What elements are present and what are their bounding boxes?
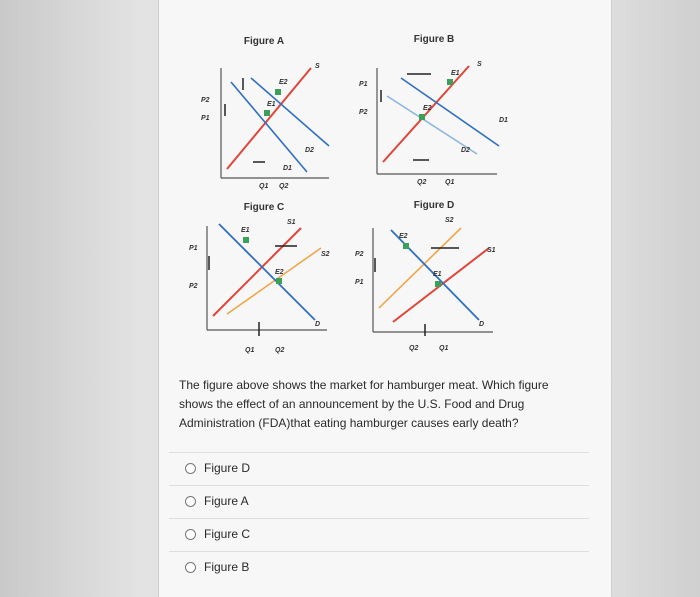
- supply-line-s: [383, 66, 469, 162]
- point-e1: [435, 281, 441, 287]
- label-e1: E1: [267, 101, 276, 108]
- figure-c-graph: [179, 198, 349, 358]
- label-q1: Q1: [445, 179, 455, 186]
- question-card: [158, 0, 612, 597]
- label-p1: P1: [359, 81, 368, 88]
- label-s1: S1: [287, 219, 296, 226]
- label-q1: Q1: [245, 347, 255, 354]
- point-e1: [264, 110, 270, 116]
- label-e2: E2: [399, 233, 408, 240]
- supply-line-s2: [379, 228, 461, 308]
- label-p2: P2: [355, 251, 364, 258]
- figure-a-graph: [179, 34, 349, 194]
- point-e2: [275, 89, 281, 95]
- demand-line-d2: [387, 96, 477, 154]
- label-d2: D2: [461, 147, 470, 154]
- label-e1: E1: [433, 271, 442, 278]
- option-figure-a[interactable]: [169, 485, 589, 516]
- label-q1: Q1: [439, 345, 449, 352]
- figure-c: [179, 198, 349, 358]
- label-s: S: [315, 63, 320, 70]
- label-p1: P1: [189, 245, 198, 252]
- label-p2: P2: [201, 97, 210, 104]
- point-e2: [403, 243, 409, 249]
- point-e2: [419, 114, 425, 120]
- demand-line-d1: [231, 82, 307, 172]
- figure-d-graph: [349, 196, 519, 356]
- label-q2: Q2: [409, 345, 419, 352]
- label-s2: S2: [321, 251, 330, 258]
- figure-b-title: Figure B: [413, 34, 455, 45]
- label-d2: D2: [305, 147, 314, 154]
- figure-c-title: Figure C: [243, 202, 285, 213]
- label-d: D: [479, 321, 485, 328]
- figure-b-graph: [349, 30, 519, 190]
- label-e1: E1: [241, 227, 250, 234]
- option-figure-b[interactable]: [169, 551, 589, 582]
- label-p1: P1: [201, 115, 210, 122]
- figure-a: [179, 34, 349, 194]
- supply-line-s2: [227, 248, 321, 314]
- label-s2: S2: [445, 217, 454, 224]
- label-q1: Q1: [259, 183, 269, 190]
- figure-d: [349, 196, 519, 356]
- label-s1: S1: [487, 247, 496, 254]
- option-label: Figure A: [204, 494, 249, 508]
- figure-d-title: Figure D: [413, 200, 455, 211]
- label-q2: Q2: [275, 347, 285, 354]
- option-figure-d[interactable]: [169, 452, 589, 483]
- label-p2: P2: [189, 283, 198, 290]
- figure-b: [349, 30, 519, 190]
- radio-button[interactable]: [185, 562, 196, 573]
- label-e1: E1: [451, 70, 460, 77]
- radio-button[interactable]: [185, 463, 196, 474]
- figure-a-title: Figure A: [243, 36, 285, 47]
- label-s: S: [477, 61, 482, 68]
- question-text: The figure above shows the market for hamburger meat. Which figure shows the effect of an announcement by the U.S. Food and Drug Administration (FDA)that eating hamburger causes early death?: [179, 378, 549, 430]
- radio-button[interactable]: [185, 529, 196, 540]
- label-d1: D1: [499, 117, 508, 124]
- option-label: Figure B: [204, 560, 250, 574]
- option-label: Figure D: [204, 461, 251, 475]
- label-d1: D1: [283, 165, 292, 172]
- label-q2: Q2: [279, 183, 289, 190]
- label-q2: Q2: [417, 179, 427, 186]
- label-p1: P1: [355, 279, 364, 286]
- label-e2: E2: [275, 269, 284, 276]
- option-label: Figure C: [204, 527, 251, 541]
- label-p2: P2: [359, 109, 368, 116]
- label-e2: E2: [279, 79, 288, 86]
- option-figure-c[interactable]: [169, 518, 589, 549]
- label-d: D: [315, 321, 321, 328]
- point-e1: [447, 79, 453, 85]
- label-e2: E2: [423, 105, 432, 112]
- demand-line-d: [219, 224, 315, 320]
- point-e2: [276, 278, 282, 284]
- radio-button[interactable]: [185, 496, 196, 507]
- point-e1: [243, 237, 249, 243]
- demand-line-d2: [251, 78, 329, 146]
